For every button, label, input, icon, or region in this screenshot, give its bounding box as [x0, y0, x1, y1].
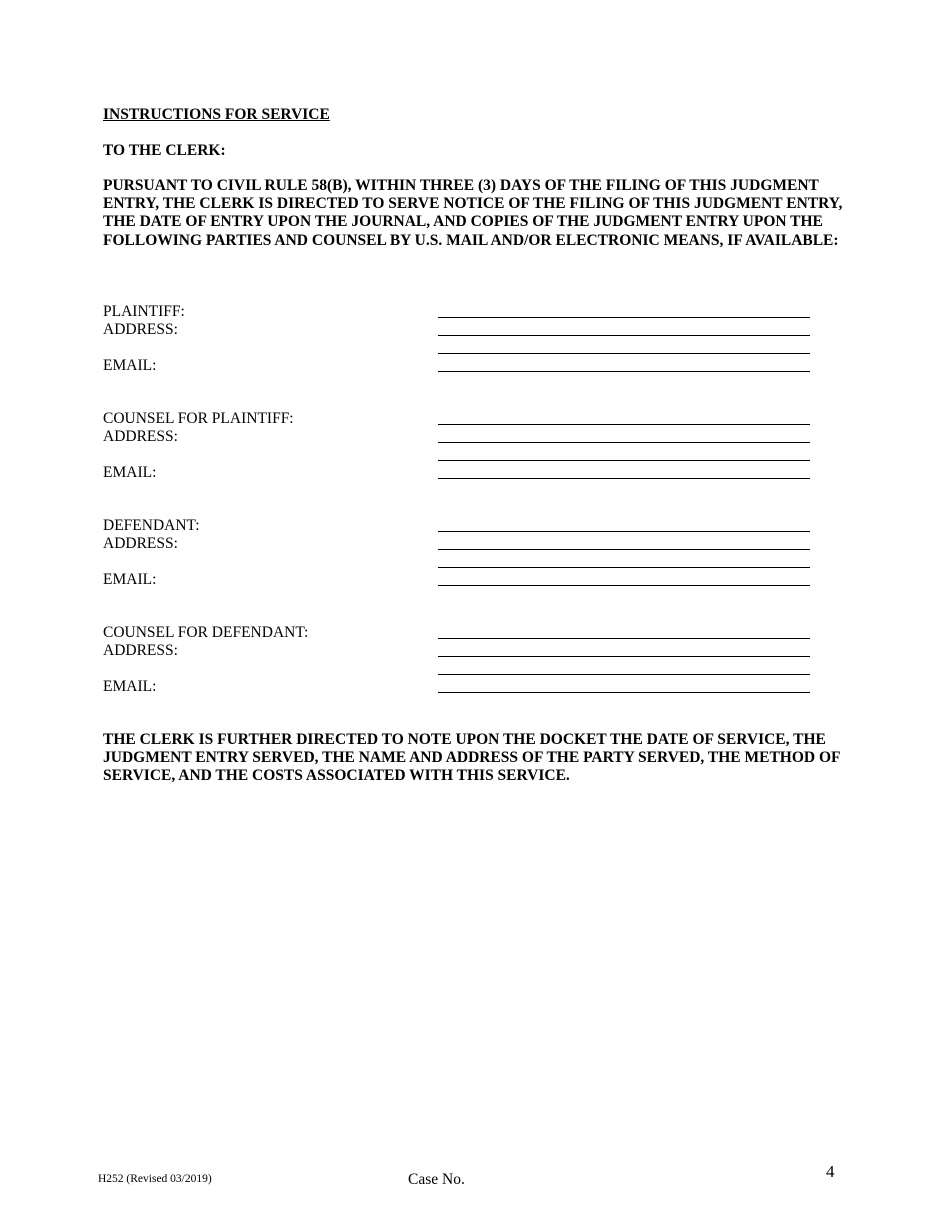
counsel-defendant-name-line[interactable] [438, 638, 810, 639]
defendant-name-line[interactable] [438, 531, 810, 532]
plaintiff-email-line[interactable] [438, 371, 810, 372]
counsel-defendant-email-label: EMAIL: [103, 678, 157, 695]
closing-paragraph: THE CLERK IS FURTHER DIRECTED TO NOTE UPON THE DOCKET THE DATE OF SERVICE, THE JUDGMENT ENTRY SERVED, THE NAME AND ADDRESS OF THE PARTY SERVED, THE METHOD OF SERVICE, AND THE COSTS ASSOCIATED WITH THIS SERVICE. [103, 731, 840, 785]
plaintiff-address-line-1[interactable] [438, 335, 810, 336]
defendant-label: DEFENDANT: [103, 517, 200, 534]
counsel-plaintiff-email-line[interactable] [438, 478, 810, 479]
counsel-plaintiff-address-line-2[interactable] [438, 460, 810, 461]
counsel-plaintiff-name-line[interactable] [438, 424, 810, 425]
defendant-address-label: ADDRESS: [103, 535, 178, 552]
defendant-address-line-2[interactable] [438, 567, 810, 568]
form-id: H252 (Revised 03/2019) [98, 1173, 212, 1185]
page-number: 4 [826, 1162, 835, 1181]
plaintiff-email-label: EMAIL: [103, 357, 157, 374]
to-clerk-label: TO THE CLERK: [103, 142, 226, 159]
defendant-email-label: EMAIL: [103, 571, 157, 588]
counsel-defendant-email-line[interactable] [438, 692, 810, 693]
counsel-plaintiff-email-label: EMAIL: [103, 464, 157, 481]
page-heading: INSTRUCTIONS FOR SERVICE [103, 106, 330, 123]
counsel-defendant-address-line-1[interactable] [438, 656, 810, 657]
case-number-label: Case No. [408, 1171, 465, 1188]
plaintiff-address-label: ADDRESS: [103, 321, 178, 338]
counsel-defendant-address-line-2[interactable] [438, 674, 810, 675]
counsel-plaintiff-address-label: ADDRESS: [103, 428, 178, 445]
plaintiff-address-line-2[interactable] [438, 353, 810, 354]
counsel-defendant-address-label: ADDRESS: [103, 642, 178, 659]
counsel-plaintiff-label: COUNSEL FOR PLAINTIFF: [103, 410, 294, 427]
counsel-defendant-label: COUNSEL FOR DEFENDANT: [103, 624, 309, 641]
intro-paragraph: PURSUANT TO CIVIL RULE 58(B), WITHIN THREE (3) DAYS OF THE FILING OF THIS JUDGMENT ENTRY, THE CLERK IS DIRECTED TO SERVE NOTICE OF THE FILING OF THIS JUDGMENT ENTRY, THE DATE OF ENTRY UPON THE JOURNAL, AND COPIES OF THE JUDGMENT ENTRY UPON THE FOLLOWING PARTIES AND COUNSEL BY U.S. MAIL AND/OR ELECTRONIC MEANS, IF AVAILABLE: [103, 177, 843, 249]
plaintiff-name-line[interactable] [438, 317, 810, 318]
defendant-address-line-1[interactable] [438, 549, 810, 550]
counsel-plaintiff-address-line-1[interactable] [438, 442, 810, 443]
plaintiff-label: PLAINTIFF: [103, 303, 185, 320]
defendant-email-line[interactable] [438, 585, 810, 586]
